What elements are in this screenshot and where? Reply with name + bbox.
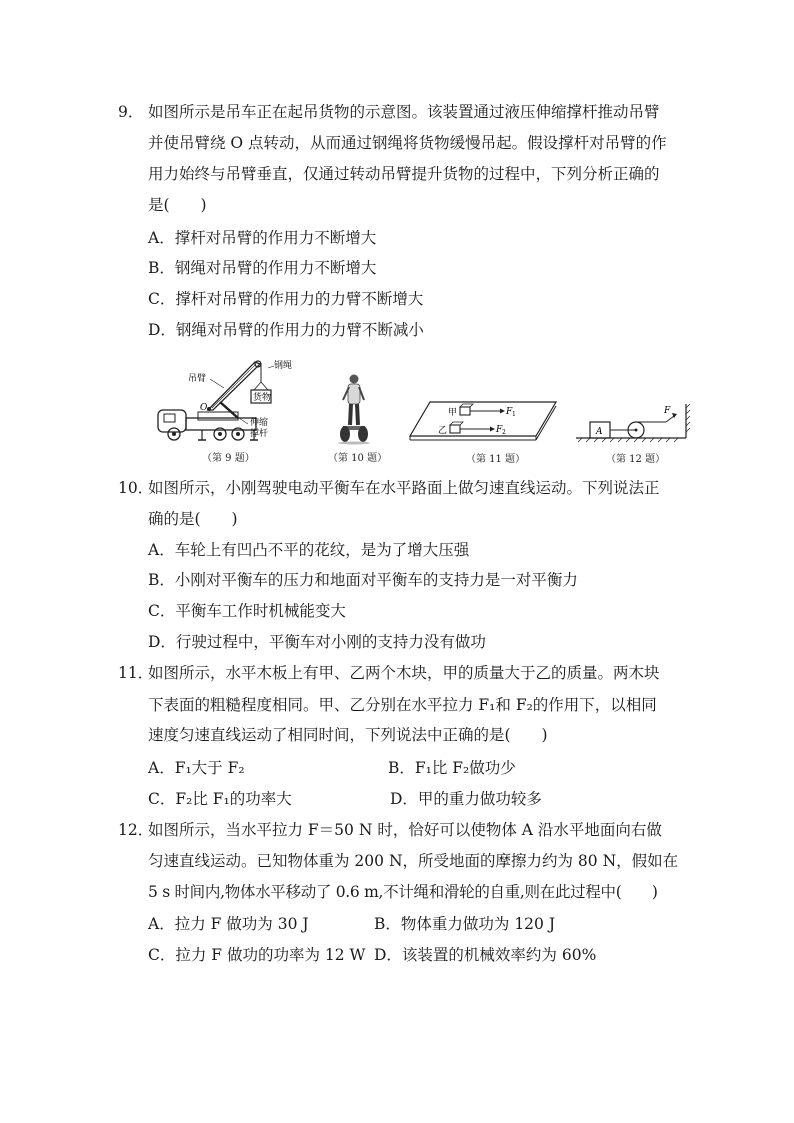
option-c: C．F₂比 F₁的功率大: [148, 790, 292, 808]
option-c: C．平衡车工作时机械能变大: [148, 602, 346, 620]
option-a: A．车轮上有凹凸不平的花纹，是为了增大压强: [148, 541, 470, 559]
option-b: B．F₁比 F₂做功少: [388, 759, 516, 777]
question-number: 10．: [118, 479, 154, 497]
question-text-line: 确的是( ): [148, 510, 238, 528]
figure-9-crane: [150, 352, 300, 462]
question-text-line: 是( ): [148, 196, 207, 214]
label-force-f: F: [664, 406, 671, 416]
label-arm: 吊臂: [188, 374, 207, 384]
figure-12-pulley: [574, 400, 694, 465]
question-number: 11．: [118, 664, 154, 682]
figure-caption: （第 11 题）: [466, 454, 526, 465]
label-cargo: 货物: [253, 393, 272, 403]
figure-caption: （第 12 题）: [606, 454, 666, 465]
label-f2: F: [496, 425, 503, 435]
figure-10-balance-car: [328, 370, 388, 462]
option-b: B．物体重力做功为 120 J: [374, 915, 556, 933]
option-c: C．撑杆对吊臂的作用力的力臂不断增大: [148, 290, 424, 308]
question-text-line: 匀速直线运动。已知物体重为 200 N，所受地面的摩擦力约为 80 N，假如在: [148, 852, 679, 870]
label-yi: 乙: [438, 426, 448, 436]
label-rope: 钢绳: [274, 361, 293, 371]
question-text-line: 如图所示，小刚驾驶电动平衡车在水平路面上做匀速直线运动。下列说法正: [148, 479, 660, 497]
label-strut-bottom: 撑杆: [250, 429, 269, 439]
option-c: C．拉力 F 做功的功率为 12 W: [148, 946, 366, 964]
blocks-on-board-diagram: [408, 398, 558, 444]
option-d: D．钢绳对吊臂的作用力的力臂不断减小: [148, 321, 424, 339]
label-f1: F: [506, 407, 513, 417]
figure-caption: （第 9 题）: [202, 453, 255, 464]
question-text-line: 速度匀速直线运动了相同时间，下列说法中正确的是( ): [148, 726, 548, 744]
option-b: B．钢绳对吊臂的作用力不断增大: [148, 259, 377, 277]
balance-car-diagram: [328, 370, 388, 446]
question-text-line: 如图所示，水平木板上有甲、乙两个木块，甲的质量大于乙的质量。两木块: [148, 664, 660, 682]
question-text-line: 并使吊臂绕 O 点转动，从而通过钢绳将货物缓慢吊起。假设撑杆对吊臂的作: [148, 134, 667, 152]
question-number: 12．: [118, 821, 154, 839]
label-jia: 甲: [448, 408, 458, 418]
label-block-a: A: [596, 427, 603, 437]
label-strut-top: 伸缩: [250, 418, 269, 428]
option-b: B．小刚对平衡车的压力和地面对平衡车的支持力是一对平衡力: [148, 571, 578, 589]
label-f1-sub: 1: [512, 411, 516, 418]
question-number: 9．: [118, 103, 144, 121]
option-a: A．F₁大于 F₂: [148, 759, 245, 777]
question-text-line: 如图所示是吊车正在起吊货物的示意图。该装置通过液压伸缩撑杆推动吊臂: [148, 103, 660, 121]
figure-11-blocks: [408, 398, 558, 465]
option-d: D．行驶过程中，平衡车对小刚的支持力没有做功: [148, 633, 486, 651]
option-d: D．该装置的机械效率约为 60%: [374, 946, 597, 964]
label-f2-sub: 2: [502, 429, 506, 436]
question-text-line: 如图所示，当水平拉力 F＝50 N 时，恰好可以使物体 A 沿水平地面向右做: [148, 821, 662, 839]
crane-diagram: [150, 352, 300, 447]
question-text-line: 用力始终与吊臂垂直，仅通过转动吊臂提升货物的过程中，下列分析正确的: [148, 165, 660, 183]
label-pivot: O: [200, 403, 208, 413]
option-a: A．撑杆对吊臂的作用力不断增大: [148, 229, 377, 247]
figure-caption: （第 10 题）: [328, 453, 388, 464]
option-d: D．甲的重力做功较多: [390, 790, 542, 808]
question-text-line: 下表面的粗糙程度相同。甲、乙分别在水平拉力 F₁和 F₂的作用下，以相同: [148, 696, 657, 714]
option-a: A．拉力 F 做功为 30 J: [148, 915, 309, 933]
question-text-line: 5 s 时间内,物体水平移动了 0.6 m,不计绳和滑轮的自重,则在此过程中( ): [148, 883, 658, 901]
pulley-diagram: [574, 400, 694, 444]
